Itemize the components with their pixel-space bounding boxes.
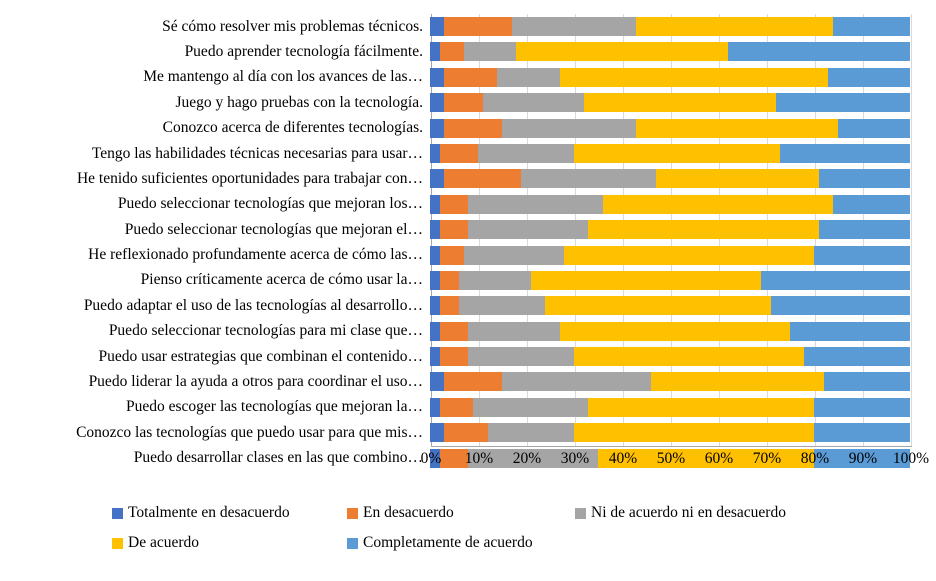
bar-segment xyxy=(444,119,502,138)
bar-segment xyxy=(440,398,474,417)
category-label: Juego y hago pruebas con la tecnología. xyxy=(175,94,423,111)
bar-segment xyxy=(790,322,910,341)
bar-track xyxy=(430,65,910,90)
bar-segment xyxy=(574,144,780,163)
bar-segment xyxy=(502,119,636,138)
bar-row xyxy=(0,369,920,394)
x-tick-label: 30% xyxy=(560,450,590,467)
bar-segment xyxy=(516,42,727,61)
bar-segment xyxy=(430,423,444,442)
bar-segment xyxy=(430,68,444,87)
stacked-bar xyxy=(430,322,910,341)
bar-segment xyxy=(473,398,588,417)
bar-segment xyxy=(440,144,478,163)
bar-segment xyxy=(651,372,824,391)
bar-segment xyxy=(430,246,440,265)
bar-segment xyxy=(531,271,761,290)
bar-segment xyxy=(819,220,910,239)
bar-track xyxy=(430,141,910,166)
x-tick-label: 80% xyxy=(800,450,830,467)
chart-legend xyxy=(0,498,936,574)
x-tick-label: 70% xyxy=(752,450,782,467)
bar-segment xyxy=(819,169,910,188)
stacked-bar xyxy=(430,271,910,290)
bar-segment xyxy=(430,17,444,36)
bar-segment xyxy=(574,347,804,366)
bar-segment xyxy=(574,423,814,442)
bar-segment xyxy=(838,119,910,138)
bar-segment xyxy=(804,347,910,366)
stacked-bar xyxy=(430,195,910,214)
bar-row xyxy=(0,319,920,344)
stacked-bar xyxy=(430,220,910,239)
bar-track xyxy=(430,166,910,191)
bar-track xyxy=(430,243,910,268)
category-label: Me mantengo al día con los avances de las… xyxy=(143,69,423,86)
bar-row xyxy=(0,192,920,217)
bar-row xyxy=(0,14,920,39)
bar-track xyxy=(430,395,910,420)
bar-segment xyxy=(512,17,637,36)
bar-segment xyxy=(588,220,818,239)
bar-segment xyxy=(430,119,444,138)
bar-row xyxy=(0,293,920,318)
bar-segment xyxy=(488,423,574,442)
bar-segment xyxy=(430,296,440,315)
bar-segment xyxy=(468,347,574,366)
bar-segment xyxy=(430,195,440,214)
bar-segment xyxy=(560,322,790,341)
category-label: Puedo usar estrategias que combinan el contenido… xyxy=(98,348,423,365)
bar-segment xyxy=(430,42,440,61)
bar-segment xyxy=(584,93,776,112)
x-tick-label: 60% xyxy=(704,450,734,467)
legend-item xyxy=(575,504,786,522)
legend-label: Totalmente en desacuerdo xyxy=(128,504,290,521)
x-tick-label: 10% xyxy=(464,450,494,467)
x-tick-label: 100% xyxy=(892,450,930,467)
x-tick-label: 40% xyxy=(608,450,638,467)
legend-label: Completamente de acuerdo xyxy=(363,534,533,551)
category-label: Conozco las tecnologías que puedo usar para que mis… xyxy=(76,424,423,441)
category-label: Puedo seleccionar tecnologías que mejoran los… xyxy=(117,196,423,213)
bar-track xyxy=(430,192,910,217)
bar-track xyxy=(430,14,910,39)
legend-item xyxy=(112,534,199,552)
legend-color-swatch xyxy=(112,508,123,519)
legend-item xyxy=(347,534,533,552)
x-tick-label: 50% xyxy=(656,450,686,467)
legend-label: De acuerdo xyxy=(128,534,199,551)
stacked-bar xyxy=(430,246,910,265)
bar-segment xyxy=(824,372,910,391)
bar-segment xyxy=(444,68,497,87)
bar-segment xyxy=(444,423,487,442)
legend-color-swatch xyxy=(575,508,586,519)
bar-track xyxy=(430,369,910,394)
bar-segment xyxy=(440,42,464,61)
bar-segment xyxy=(430,93,444,112)
bar-segment xyxy=(588,398,814,417)
bar-segment xyxy=(444,372,502,391)
bar-row xyxy=(0,65,920,90)
bar-segment xyxy=(464,42,517,61)
bar-segment xyxy=(761,271,910,290)
stacked-bar xyxy=(430,144,910,163)
bar-segment xyxy=(440,322,469,341)
bar-segment xyxy=(814,246,910,265)
bar-row xyxy=(0,141,920,166)
category-label: Puedo escoger las tecnologías que mejoran la… xyxy=(126,399,423,416)
bar-segment xyxy=(521,169,655,188)
bar-row xyxy=(0,395,920,420)
bar-segment xyxy=(636,119,838,138)
bar-row xyxy=(0,243,920,268)
bar-segment xyxy=(444,17,511,36)
stacked-bar xyxy=(430,296,910,315)
category-label: Tengo las habilidades técnicas necesarias para usar… xyxy=(91,145,423,162)
bar-row xyxy=(0,39,920,64)
stacked-bar xyxy=(430,68,910,87)
bar-segment xyxy=(814,398,910,417)
plot-area xyxy=(0,8,936,478)
category-label: He tenido suficientes oportunidades para trabajar con… xyxy=(76,170,423,187)
bar-segment xyxy=(468,220,588,239)
stacked-bar xyxy=(430,169,910,188)
legend-color-swatch xyxy=(347,508,358,519)
category-label: He reflexionado profundamente acerca de cómo las… xyxy=(88,247,423,264)
bar-row xyxy=(0,268,920,293)
bar-segment xyxy=(468,322,559,341)
bar-segment xyxy=(430,347,440,366)
category-label: Puedo seleccionar tecnologías que mejoran el… xyxy=(124,221,423,238)
stacked-bar xyxy=(430,93,910,112)
bar-segment xyxy=(497,68,559,87)
category-label: Puedo adaptar el uso de las tecnologías al desarrollo… xyxy=(83,297,423,314)
bar-track xyxy=(430,319,910,344)
bar-rows xyxy=(0,14,920,471)
bar-row xyxy=(0,166,920,191)
category-label: Conozco acerca de diferentes tecnologías. xyxy=(162,120,423,137)
bar-segment xyxy=(828,68,910,87)
bar-segment xyxy=(440,220,469,239)
category-label: Puedo desarrollar clases en las que combino… xyxy=(133,450,423,467)
x-tick-label: 0% xyxy=(420,450,442,467)
bar-segment xyxy=(440,195,469,214)
legend-label: Ni de acuerdo ni en desacuerdo xyxy=(591,504,786,521)
bar-segment xyxy=(430,144,440,163)
bar-segment xyxy=(464,246,565,265)
bar-segment xyxy=(430,169,444,188)
bar-segment xyxy=(814,423,910,442)
bar-track xyxy=(430,217,910,242)
bar-track xyxy=(430,344,910,369)
bar-track xyxy=(430,420,910,445)
bar-track xyxy=(430,268,910,293)
bar-segment xyxy=(478,144,574,163)
bar-row xyxy=(0,217,920,242)
bar-segment xyxy=(430,271,440,290)
bar-segment xyxy=(430,398,440,417)
bar-segment xyxy=(776,93,910,112)
legend-item xyxy=(112,504,290,522)
bar-segment xyxy=(545,296,771,315)
legend-color-swatch xyxy=(347,538,358,549)
category-label: Puedo liderar la ayuda a otros para coordinar el uso… xyxy=(88,374,423,391)
bar-row xyxy=(0,116,920,141)
stacked-bar xyxy=(430,372,910,391)
category-label: Sé cómo resolver mis problemas técnicos. xyxy=(162,18,423,35)
x-axis-tick-labels xyxy=(420,450,930,472)
bar-segment xyxy=(440,296,459,315)
legend-color-swatch xyxy=(112,538,123,549)
bar-segment xyxy=(603,195,833,214)
stacked-bar xyxy=(430,398,910,417)
stacked-bar xyxy=(430,119,910,138)
bar-row xyxy=(0,344,920,369)
bar-track xyxy=(430,116,910,141)
bar-segment xyxy=(483,93,584,112)
bar-track xyxy=(430,293,910,318)
bar-segment xyxy=(444,169,521,188)
bar-segment xyxy=(459,271,531,290)
bar-segment xyxy=(833,17,910,36)
stacked-bar xyxy=(430,17,910,36)
bar-segment xyxy=(728,42,910,61)
bar-row xyxy=(0,90,920,115)
bar-segment xyxy=(560,68,829,87)
bar-segment xyxy=(564,246,814,265)
bar-segment xyxy=(430,322,440,341)
category-label: Pienso críticamente acerca de cómo usar la… xyxy=(140,272,423,289)
bar-segment xyxy=(502,372,651,391)
category-label: Puedo seleccionar tecnologías para mi clase que… xyxy=(108,323,423,340)
bar-segment xyxy=(440,271,459,290)
bar-segment xyxy=(440,347,469,366)
bar-segment xyxy=(468,195,602,214)
bar-segment xyxy=(780,144,910,163)
bar-segment xyxy=(430,372,444,391)
stacked-bar xyxy=(430,42,910,61)
bar-segment xyxy=(833,195,910,214)
bar-segment xyxy=(459,296,545,315)
x-tick-label: 90% xyxy=(848,450,878,467)
stacked-bar xyxy=(430,347,910,366)
legend-item xyxy=(347,504,454,522)
legend-label: En desacuerdo xyxy=(363,504,454,521)
bar-segment xyxy=(771,296,910,315)
stacked-bar xyxy=(430,423,910,442)
x-tick-label: 20% xyxy=(512,450,542,467)
bar-segment xyxy=(636,17,833,36)
bar-track xyxy=(430,90,910,115)
bar-track xyxy=(430,39,910,64)
bar-row xyxy=(0,420,920,445)
bar-segment xyxy=(440,246,464,265)
bar-segment xyxy=(430,220,440,239)
category-label: Puedo aprender tecnología fácilmente. xyxy=(184,43,423,60)
bar-segment xyxy=(444,93,482,112)
bar-segment xyxy=(656,169,819,188)
